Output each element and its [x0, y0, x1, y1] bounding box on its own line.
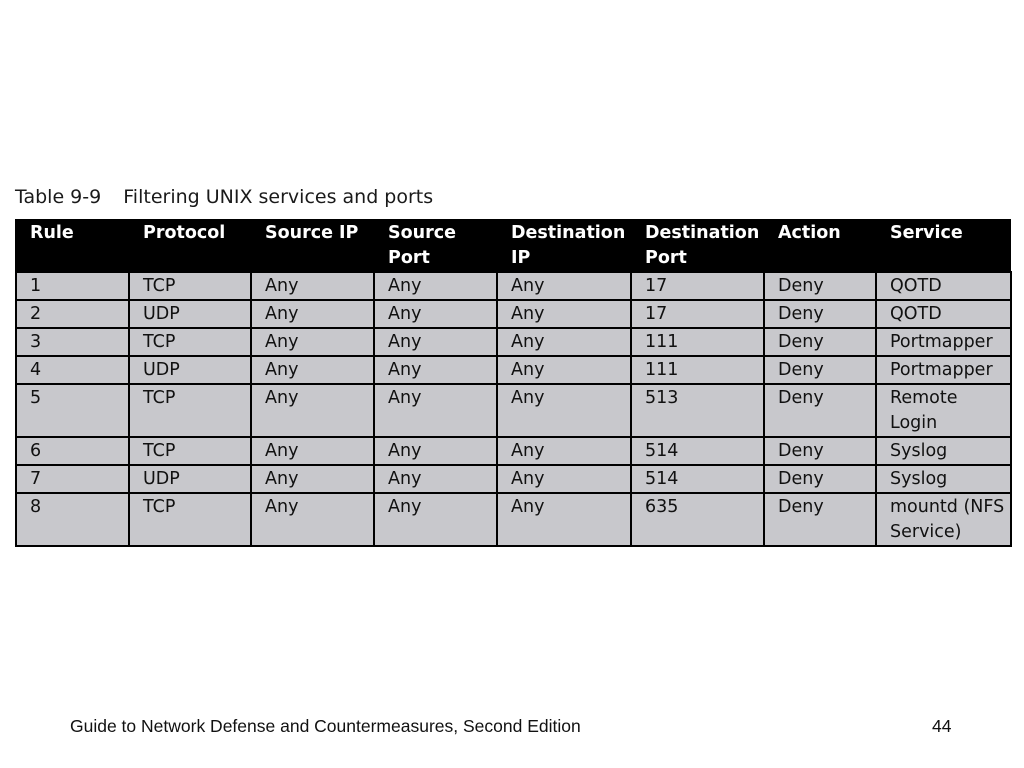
cell-rule: 7 [16, 465, 129, 493]
table-row [16, 384, 1011, 437]
cell-source-port: Any [374, 328, 497, 356]
column-header-protocol: Protocol [129, 219, 251, 272]
table-header-row [16, 219, 1011, 272]
cell-destination-port: 635 [631, 493, 764, 546]
footer-page-number: 44 [932, 716, 952, 736]
cell-service: Portmapper [876, 356, 1011, 384]
cell-destination-port: 514 [631, 437, 764, 465]
cell-action: Deny [764, 272, 876, 300]
cell-rule: 1 [16, 272, 129, 300]
cell-source-ip: Any [251, 300, 374, 328]
column-header-source-ip: Source IP [251, 219, 374, 272]
cell-source-ip: Any [251, 356, 374, 384]
column-header-rule: Rule [16, 219, 129, 272]
cell-destination-ip: Any [497, 493, 631, 546]
column-header-action: Action [764, 219, 876, 272]
cell-source-port: Any [374, 272, 497, 300]
cell-destination-ip: Any [497, 437, 631, 465]
cell-source-port: Any [374, 465, 497, 493]
cell-service: mountd (NFS Service) [876, 493, 1011, 546]
cell-protocol: UDP [129, 300, 251, 328]
cell-protocol: TCP [129, 328, 251, 356]
table-row [16, 328, 1011, 356]
cell-rule: 4 [16, 356, 129, 384]
cell-rule: 6 [16, 437, 129, 465]
cell-action: Deny [764, 437, 876, 465]
table-row [16, 493, 1011, 546]
cell-action: Deny [764, 356, 876, 384]
filter-rules-table [15, 219, 1012, 547]
cell-source-port: Any [374, 384, 497, 437]
cell-rule: 3 [16, 328, 129, 356]
cell-destination-ip: Any [497, 384, 631, 437]
column-header-destination-port: Destination Port [631, 219, 764, 272]
cell-destination-ip: Any [497, 300, 631, 328]
column-header-destination-ip: Destination IP [497, 219, 631, 272]
cell-rule: 5 [16, 384, 129, 437]
cell-source-ip: Any [251, 465, 374, 493]
footer-book-title: Guide to Network Defense and Countermeasures, Second Edition [70, 716, 581, 736]
cell-service: Syslog [876, 465, 1011, 493]
cell-destination-port: 17 [631, 272, 764, 300]
cell-action: Deny [764, 465, 876, 493]
cell-service: Syslog [876, 437, 1011, 465]
cell-destination-port: 514 [631, 465, 764, 493]
cell-source-ip: Any [251, 328, 374, 356]
table-row [16, 300, 1011, 328]
cell-action: Deny [764, 300, 876, 328]
cell-rule: 8 [16, 493, 129, 546]
cell-service: Remote Login [876, 384, 1011, 437]
cell-action: Deny [764, 493, 876, 546]
cell-rule: 2 [16, 300, 129, 328]
cell-destination-ip: Any [497, 465, 631, 493]
column-header-source-port: Source Port [374, 219, 497, 272]
cell-destination-ip: Any [497, 356, 631, 384]
table-row [16, 356, 1011, 384]
cell-destination-port: 17 [631, 300, 764, 328]
table-caption-label: Table 9-9 [15, 186, 102, 208]
cell-protocol: TCP [129, 493, 251, 546]
table-caption-title: Filtering UNIX services and ports [123, 186, 434, 208]
cell-destination-ip: Any [497, 328, 631, 356]
cell-service: Portmapper [876, 328, 1011, 356]
cell-protocol: TCP [129, 384, 251, 437]
cell-source-port: Any [374, 300, 497, 328]
cell-source-port: Any [374, 356, 497, 384]
cell-source-ip: Any [251, 437, 374, 465]
cell-source-ip: Any [251, 272, 374, 300]
cell-source-ip: Any [251, 384, 374, 437]
cell-protocol: TCP [129, 272, 251, 300]
cell-service: QOTD [876, 272, 1011, 300]
cell-protocol: UDP [129, 465, 251, 493]
cell-action: Deny [764, 328, 876, 356]
cell-source-ip: Any [251, 493, 374, 546]
cell-protocol: UDP [129, 356, 251, 384]
cell-destination-port: 513 [631, 384, 764, 437]
cell-protocol: TCP [129, 437, 251, 465]
cell-destination-port: 111 [631, 356, 764, 384]
cell-source-port: Any [374, 437, 497, 465]
table-row [16, 465, 1011, 493]
table-row [16, 437, 1011, 465]
table-row [16, 272, 1011, 300]
cell-source-port: Any [374, 493, 497, 546]
table-caption [15, 186, 433, 208]
cell-action: Deny [764, 384, 876, 437]
cell-destination-port: 111 [631, 328, 764, 356]
column-header-service: Service [876, 219, 1011, 272]
cell-destination-ip: Any [497, 272, 631, 300]
cell-service: QOTD [876, 300, 1011, 328]
